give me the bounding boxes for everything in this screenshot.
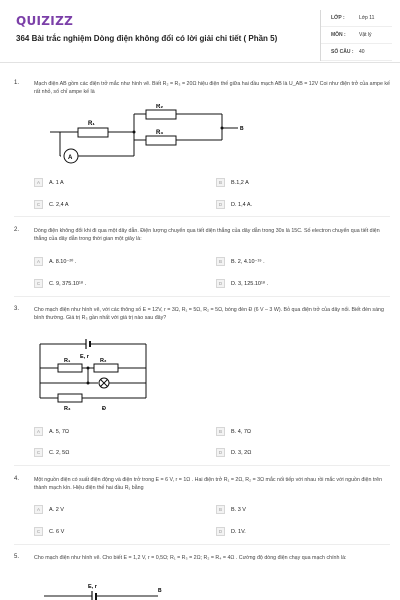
option-d[interactable] <box>216 448 251 457</box>
option-b[interactable] <box>216 257 265 266</box>
option-a[interactable] <box>34 257 76 266</box>
label-r1: R₁ <box>64 358 71 364</box>
option-text: D. 3, 2Ω <box>231 449 252 456</box>
option-text: B. 4, 7Ω <box>231 428 252 435</box>
option-text: D. 3, 125.10¹⁸ . <box>231 280 269 287</box>
question-text: Cho mạch điện như hình vẽ. Cho biết E = 1,2 V, r = 0,5Ω; R₁ = R₃ = 2Ω; R₂ = R₄ = 4Ω . Cường độ dòng điện chạy qua mạch chính là: <box>34 555 347 561</box>
option-text: B. 3 V <box>231 506 246 513</box>
question-text: Cho mạch điện như hình vẽ, với các thông số E = 12V, r = 3Ω, R₁ = 5Ω, R₂ = 5Ω, bóng đèn Đ (6 V – 3 W). Bỏ qua điện trở của dây nối. Biết đèn sáng bình thường. Giá trị R₃ gần nhất với giá trị nào sau đây? <box>34 307 384 321</box>
option-text: B. 2, 4.10⁻¹⁹ . <box>231 258 265 265</box>
question-1-circuit-figure <box>50 104 260 166</box>
option-text: C. 6 V <box>49 528 65 535</box>
option-letter-box: D <box>216 448 225 457</box>
option-text: C. 2,4 A <box>49 201 69 208</box>
header-divider <box>0 62 400 63</box>
meta-value: 40 <box>359 49 365 55</box>
question-number: 4. <box>14 476 20 482</box>
question-number: 3. <box>14 306 20 312</box>
meta-value: Vật lý <box>359 32 372 38</box>
option-letter-box: C <box>34 200 43 209</box>
option-c[interactable] <box>34 527 64 536</box>
label-r3: R₃ <box>156 130 164 136</box>
option-text: A. 5, 7Ω <box>49 428 70 435</box>
meta-count-row <box>321 44 392 61</box>
question-divider <box>14 465 390 466</box>
option-c[interactable] <box>34 448 69 457</box>
meta-value: Lớp 11 <box>359 15 375 21</box>
option-letter-box: B <box>216 178 225 187</box>
meta-key: LỚP : <box>331 15 345 21</box>
option-letter-box: B <box>216 427 225 436</box>
quizizz-logo: QUIZIZZ <box>16 14 74 28</box>
question-divider <box>14 296 390 297</box>
option-text: C. 9, 375.10¹⁸ . <box>49 280 87 287</box>
ammeter-label: A <box>68 155 73 161</box>
question-number: 2. <box>14 227 20 233</box>
option-c[interactable] <box>34 200 69 209</box>
question-number: 5. <box>14 554 20 560</box>
meta-info-panel <box>320 10 392 61</box>
question-text: Mạch điện AB gồm các điện trở mắc như hình vẽ. Biết R₂ = R₃ = 20Ω hiệu điện thế giữa hai đầu mạch AB là U_AB = 12V Coi như điện trở của ampe kế rất nhỏ, số chỉ ampe kế là <box>34 81 390 95</box>
option-d[interactable] <box>216 279 268 288</box>
option-text: A. 1 A <box>49 179 64 186</box>
option-letter-box: A <box>34 257 43 266</box>
label-source: E, r <box>88 584 97 590</box>
label-r2: R₂ <box>156 104 163 110</box>
option-letter-box: D <box>216 527 225 536</box>
question-3-circuit-figure <box>36 338 156 416</box>
meta-class-row <box>321 10 392 27</box>
option-letter-box: B <box>216 505 225 514</box>
option-letter-box: C <box>34 279 43 288</box>
option-letter-box: A <box>34 427 43 436</box>
option-b[interactable] <box>216 427 251 436</box>
option-d[interactable] <box>216 200 252 209</box>
option-b[interactable] <box>216 505 246 514</box>
meta-subject-row <box>321 27 392 44</box>
option-text: A. 8.10⁻²⁰ . <box>49 258 77 265</box>
question-divider <box>14 216 390 217</box>
option-a[interactable] <box>34 427 69 436</box>
label-r3: R₃ <box>64 406 71 412</box>
option-letter-box: A <box>34 178 43 187</box>
question-divider <box>14 544 390 545</box>
document-title: 364 Bài trắc nghiệm Dòng điện không đổi có lời giải chi tiết ( Phần 5) <box>16 34 278 43</box>
option-c[interactable] <box>34 279 86 288</box>
option-a[interactable] <box>34 505 64 514</box>
label-source: E, r <box>80 354 89 360</box>
option-text: D. 1V. <box>231 528 246 535</box>
question-text: Dòng điện không đổi khi đi qua một dây dẫn. Điện lượng chuyển qua tiết diện thẳng của dây dẫn trong 30s là 15C. Số electron chuyển qua tiết diện thẳng của dây dẫn trong thời gian một giây là: <box>34 228 380 242</box>
question-text: Một nguồn điện có suất điện động và điện trở trong E = 6 V, r = 1Ω . Hai điện trở R₁ = 2Ω, R₂ = 3Ω mắc nối tiếp với nhau rồi mắc với nguồn điện trên thành mạch kín. Hiệu điện thế hai đầu R₁ bằng <box>34 477 383 491</box>
option-text: A. 2 V <box>49 506 64 513</box>
option-letter-box: A <box>34 505 43 514</box>
question-number: 1. <box>14 80 20 86</box>
option-text: C. 2, 5Ω <box>49 449 70 456</box>
label-r1: R₁ <box>88 121 95 127</box>
label-lamp: Đ <box>102 406 106 412</box>
option-d[interactable] <box>216 527 246 536</box>
label-b: B <box>240 126 244 132</box>
option-letter-box: D <box>216 200 225 209</box>
meta-key: SỐ CÂU : <box>331 49 354 55</box>
option-text: D. 1,4 A. <box>231 201 253 208</box>
label-b: B <box>158 588 162 594</box>
meta-key: MÔN : <box>331 32 346 38</box>
option-letter-box: C <box>34 527 43 536</box>
option-letter-box: C <box>34 448 43 457</box>
label-r2: R₂ <box>100 358 107 364</box>
question-5-circuit-figure <box>40 578 170 600</box>
option-a[interactable] <box>34 178 64 187</box>
option-letter-box: D <box>216 279 225 288</box>
option-b[interactable] <box>216 178 249 187</box>
option-text: B.1,2 A <box>231 179 249 186</box>
option-letter-box: B <box>216 257 225 266</box>
